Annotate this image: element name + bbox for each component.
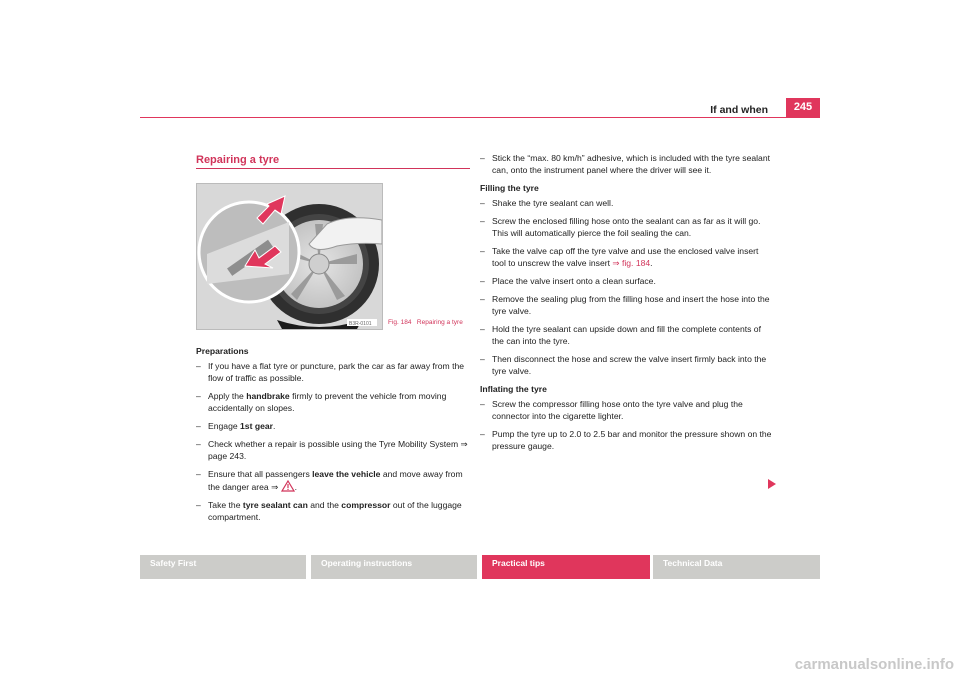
left-column: [196, 345, 472, 529]
list-item: – Hold the tyre sealant can upside down and fill the complete contents of the can into the tyre.: [480, 324, 761, 346]
section-rule: [196, 168, 470, 169]
figure-code: B3R-0101: [349, 321, 372, 327]
watermark: carmanualsonline.info: [794, 656, 954, 673]
list-item: – If you have a flat tyre or puncture, park the car as far away from the flow of traffic as possible.: [196, 361, 465, 383]
list-item: – Engage 1st gear.: [196, 421, 276, 431]
tab-technical-data[interactable]: Technical Data: [653, 555, 820, 579]
filling-heading: Filling the tyre: [480, 183, 539, 193]
tab-operating-instructions[interactable]: Operating instructions: [311, 555, 477, 579]
figure-reference-link[interactable]: ⇒ fig. 184: [612, 258, 651, 268]
tab-practical-tips[interactable]: Practical tips: [482, 555, 650, 579]
list-item: – Screw the enclosed filling hose onto the sealant can as far as it will go. This will automatically pierce the foil sealing the can.: [480, 216, 761, 238]
tab-safety-first[interactable]: Safety First: [140, 555, 306, 579]
section-title: Repairing a tyre: [196, 154, 280, 166]
list-item: – Ensure that all passengers leave the vehicle and move away from the danger area ⇒ .: [196, 469, 463, 492]
tyre-repair-illustration: [196, 183, 383, 330]
figure-caption-label: Fig. 184: [388, 319, 412, 326]
preparations-heading: Preparations: [196, 346, 249, 356]
list-item: – Take the valve cap off the tyre valve and use the enclosed valve insert tool to unscrew the valve insert ⇒ fig. 184.: [480, 246, 759, 268]
list-item: – Take the tyre sealant can and the compressor out of the luggage compartment.: [196, 500, 462, 522]
list-item: – Remove the sealing plug from the filling hose and insert the hose into the tyre valve.: [480, 294, 770, 316]
list-item: – Then disconnect the hose and screw the valve insert firmly back into the tyre valve.: [480, 354, 767, 376]
continue-arrow-icon: [768, 479, 776, 489]
figure-caption: [388, 319, 463, 326]
list-item: – Screw the compressor filling hose onto the tyre valve and plug the connector into the cigarette lighter.: [480, 399, 743, 421]
header-title: If and when: [710, 104, 768, 116]
inflating-heading: Inflating the tyre: [480, 384, 547, 394]
list-item: – Pump the tyre up to 2.0 to 2.5 bar and monitor the pressure shown on the pressure gauge.: [480, 429, 772, 451]
list-item: – Check whether a repair is possible using the Tyre Mobility System ⇒ page 243.: [196, 439, 468, 461]
list-item: – Place the valve insert onto a clean surface.: [480, 276, 656, 286]
right-column: [480, 152, 772, 458]
warning-triangle-icon[interactable]: [281, 480, 295, 492]
header-rule: [140, 117, 820, 118]
figure-caption-text: Repairing a tyre: [416, 319, 463, 326]
list-item: – Shake the tyre sealant can well.: [480, 198, 614, 208]
list-item: – Apply the handbrake firmly to prevent the vehicle from moving accidentally on slopes.: [196, 391, 447, 413]
page-number: 245: [786, 98, 820, 117]
list-item: – Stick the “max. 80 km/h” adhesive, which is included with the tyre sealant can, onto the instrument panel where the driver will see it.: [480, 153, 770, 175]
page-reference-link[interactable]: ⇒ page 243: [208, 439, 468, 461]
